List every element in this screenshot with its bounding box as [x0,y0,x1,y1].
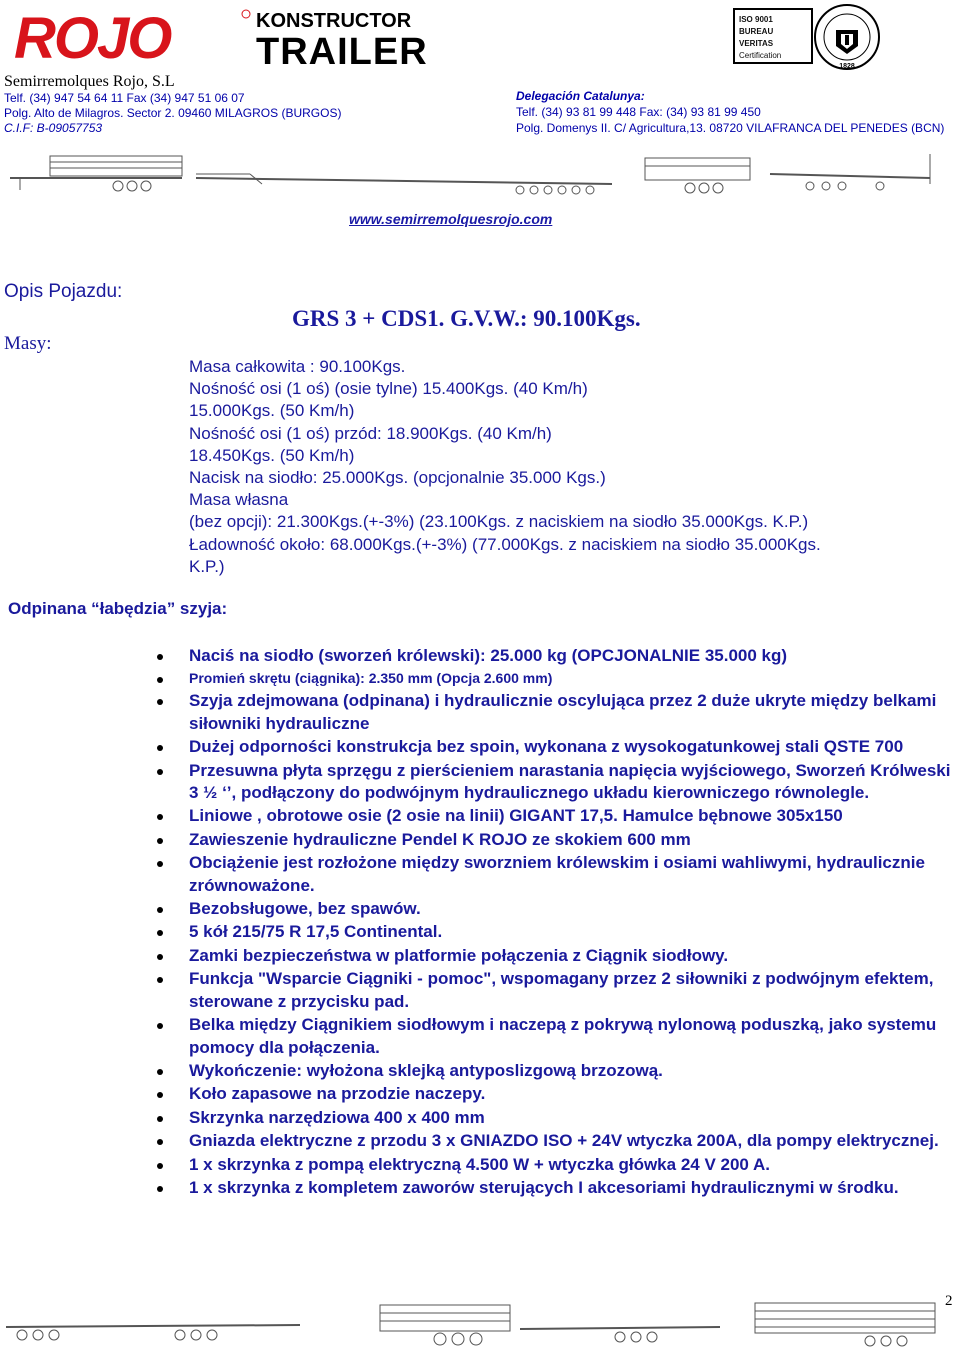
trailer-illustrations-footer [0,1295,960,1353]
bullet-icon [157,861,163,867]
spec-line: 15.000Kgs. (50 Km/h) [189,401,355,421]
bullet-icon [157,1186,163,1192]
bullet-icon [157,977,163,983]
bullet-icon [157,677,163,683]
iso-certification-badge [733,8,813,64]
list-item: Naciś na siodło (sworzeń królewski): 25.000 kg (OPCJONALNIE 35.000 kg) [189,645,957,667]
spec-line: Nacisk na siodło: 25.000Kgs. (opcjonalnie 35.000 Kgs.) [189,468,606,488]
trailer-text: TRAILER [256,31,428,68]
list-item: Bezobsługowe, bez spawów. [189,898,957,920]
bullet-icon [157,930,163,936]
trailer-drawing-1 [10,156,182,191]
delegation-title: Delegación Catalunya: [516,89,645,103]
list-item: 1 x skrzynka z pompą elektryczną 4.500 W + wtyczka główka 24 V 200 A. [189,1154,957,1176]
bullet-icon [157,1069,163,1075]
spec-line: (bez opcji): 21.300Kgs.(+-3%) (23.100Kgs. z naciskiem na siodło 35.000Kgs. K.P.) [189,512,809,532]
footer-trailer-4 [755,1303,935,1346]
bullet-icon [157,838,163,844]
trailer-drawing-2 [196,174,612,194]
bureau-veritas-seal [812,2,882,72]
section-heading-odpinana: Odpinana “łabędzia” szyja: [8,599,228,618]
spec-line: K.P.) [189,556,225,576]
list-item: Obciążenie jest rozłożone między sworzniem królewskim i osiami wahliwymi, hydraulicznie zrównoważone. [189,852,957,897]
list-item: Funkcja "Wsparcie Ciągniki - pomoc", wspomagany przez 2 siłowniki z podwójnym efektem, sterowane z przycisku pad. [189,968,957,1013]
list-item: Przesuwna płyta sprzęgu z pierścieniem narastania napięcia wyjściowego, Sworzeń Królweski 3 ½ ‘’, podłączony do podwójnym hydraulicznego układu kierowniczego równolegle. [189,760,957,805]
konstructor-text: KONSTRUCTOR [256,10,412,32]
spec-line: Masa całkowita : 90.100Kgs. [189,357,406,376]
bullet-icon [157,699,163,705]
list-item: Promień skrętu (ciągnika): 2.350 mm (Opcja 2.600 mm) [189,668,957,689]
feature-list [189,645,957,1200]
bullet-icon [157,907,163,913]
trailer-illustrations-header [0,148,960,198]
bullet-icon [157,1092,163,1098]
list-item: 5 kół 215/75 R 17,5 Continental. [189,921,957,943]
company-address: Polg. Alto de Milagros. Sector 2. 09460 MILAGROS (BURGOS) [4,106,342,120]
section-heading-opis: Opis Pojazdu: [4,281,123,302]
page-number: 2 [945,1293,953,1309]
bullet-icon [157,814,163,820]
list-item: Wykończenie: wyłożona sklejką antyposlizgową brzozową. [189,1060,957,1082]
bullet-icon [157,1163,163,1169]
bv-year: 1828 [839,63,855,70]
iso-label: ISO 9001 [739,15,773,24]
bullet-icon [157,954,163,960]
certification-label: Certification [739,51,782,60]
mass-specs [189,356,949,578]
bullet-icon [157,1116,163,1122]
company-phone: Telf. (34) 947 54 64 11 Fax (34) 947 51 06 07 [4,91,245,105]
bullet-icon [157,745,163,751]
trailer-drawing-4 [770,154,930,190]
konstructor-trailer-logo [252,8,467,68]
trailer-drawing-3 [645,158,750,193]
list-item: Gniazda elektryczne z przodu 3 x GNIAZDO ISO + 24V wtyczka 200A, dla pompy elektrycznej. [189,1130,957,1152]
list-item: Szyja zdejmowana (odpinana) i hydraulicznie oscylująca przez 2 duże ukryte między belkami siłowniki hydrauliczne [189,690,957,735]
bureau-veritas-label: BUREAU VERITAS [739,27,774,48]
bullet-icon [157,1023,163,1029]
bullet-icon [157,654,163,660]
model-title: GRS 3 + CDS1. G.V.W.: 90.100Kgs. [292,306,641,331]
list-item: Liniowe , obrotowe osie (2 osie na linii) GIGANT 17,5. Hamulce bębnowe 305x150 [189,805,957,827]
list-item: 1 x skrzynka z kompletem zaworów sterujących I akcesoriami hydraulicznymi w środku. [189,1177,957,1199]
spec-line: Masa własna [189,490,289,510]
company-name: Semirremolques Rojo, S.L [4,73,175,90]
spec-line: 18.450Kgs. (50 Km/h) [189,445,355,465]
company-info-right [516,89,944,136]
spec-line: Ładowność około: 68.000Kgs.(+-3%) (77.000Kgs. z naciskiem na siodło 35.000Kgs. [189,534,821,554]
website-link[interactable]: www.semirremolquesrojo.com [349,211,553,227]
bullet-icon [157,769,163,775]
rojo-logo-text: ROJO [14,8,171,68]
section-heading-masy: Masy: [4,333,52,354]
delegation-address: Polg. Domenys II. C/ Agricultura,13. 08720 VILAFRANCA DEL PENEDES (BCN) [516,121,945,135]
list-item: Zawieszenie hydrauliczne Pendel K ROJO ze skokiem 600 mm [189,829,957,851]
list-item: Skrzynka narzędziowa 400 x 400 mm [189,1107,957,1129]
list-item: Dużej odporności konstrukcja bez spoin, wykonana z wysokogatunkowej stali QSTE 700 [189,736,957,758]
rojo-logo [12,8,252,68]
list-item: Zamki bezpieczeństwa w platformie połączenia z Ciągnik siodłowy. [189,945,957,967]
spec-line: Nośność osi (1 oś) (osie tylne) 15.400Kgs. (40 Km/h) [189,379,588,399]
bullet-icon [157,1139,163,1145]
footer-trailer-3 [520,1327,720,1342]
list-item: Koło zapasowe na przodzie naczepy. [189,1083,957,1105]
footer-trailer-2 [380,1305,510,1345]
company-info-left [4,73,341,136]
company-cif: C.I.F: B-09057753 [4,121,103,135]
footer-trailer-1 [6,1325,300,1340]
delegation-phone: Telf. (34) 93 81 99 448 Fax: (34) 93 81 99 450 [516,105,761,119]
spec-line: Nośność osi (1 oś) przód: 18.900Kgs. (40 Km/h) [189,423,552,443]
list-item: Belka między Ciągnikiem siodłowym i naczepą z pokrywą nylonową poduszką, jako systemu pomocy dla połączenia. [189,1014,957,1059]
